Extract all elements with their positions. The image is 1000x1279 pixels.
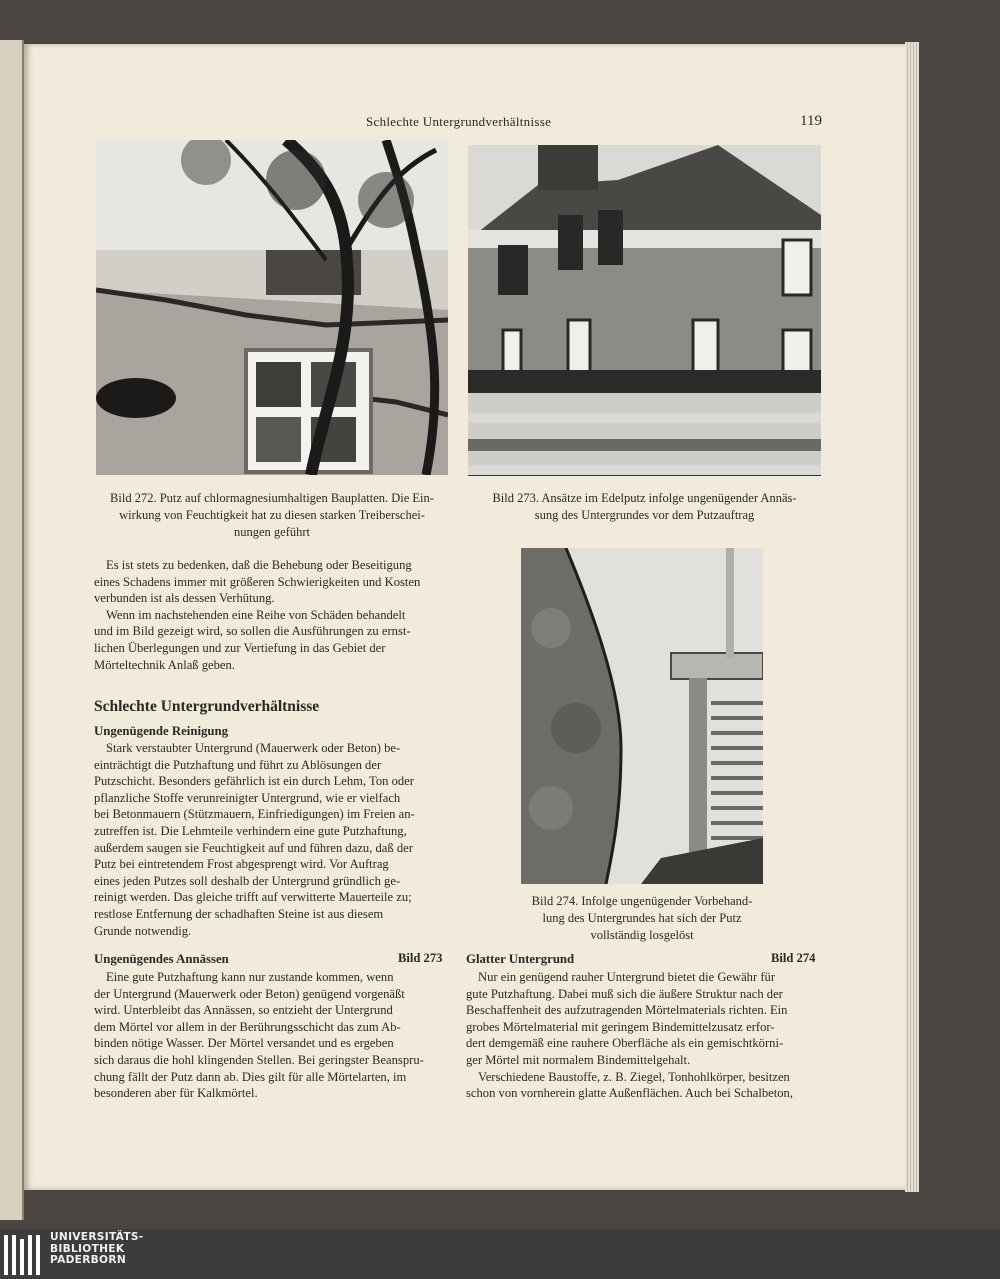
library-name: UNIVERSITÄTS- BIBLIOTHEK PADERBORN xyxy=(50,1231,144,1266)
photo-bild-274 xyxy=(521,548,763,884)
figure-ref-273: Bild 273 xyxy=(398,951,443,965)
facing-page-edge xyxy=(0,40,24,1220)
footer-bar xyxy=(0,1229,1000,1279)
photo-bild-272 xyxy=(96,140,448,475)
intro-paragraph-1: Es ist stets zu bedenken, daß die Behebung oder Beseitigung eines Schadens immer mit größeren Schwierigkeiten und Kosten verbunden ist als dessen Verhütung. xyxy=(94,558,421,606)
running-header: Schlechte Untergrundverhältnisse xyxy=(366,114,552,129)
annaessen-text: Eine gute Putzhaftung kann nur zustande kommen, wenn der Untergrund (Mauerwerk oder Beton) genügend vorgenäßt wird. Unterbleibt das Annässen, so entzieht der Untergrund dem Mörtel vor allem in der Berührungsschicht das zum Ab- binden nötige Wasser. Der Mörtel versandet und es ergeben sich daraus die hohl klingenden Stellen. Bei geringster Beanspru- chung fällt der Putz dann ab. Dies gilt für alle Mörtelarten, im besonderen aber für Kalkmörtel. xyxy=(94,970,424,1101)
figure-ref-274: Bild 274 xyxy=(771,951,816,965)
subheading-annaessen: Ungenügendes Annässen xyxy=(94,952,229,966)
photo-bild-273 xyxy=(468,145,821,476)
photo-bild-272-image xyxy=(96,140,448,475)
photo-bild-273-image xyxy=(468,145,821,476)
page-block-edge xyxy=(905,42,919,1192)
section-title: Schlechte Untergrundverhältnisse xyxy=(94,698,320,715)
subheading-reinigung: Ungenügende Reinigung xyxy=(94,724,229,738)
glatter-text: Nur ein genügend rauher Untergrund bietet die Gewähr für gute Putzhaftung. Dabei muß sich die äußere Struktur nach der Beschaffenheit des aufzutragenden Mörtelmaterials richten. Ein grobes Mörtelmaterial mit geringem Bindemittelzusatz erfor- dert demgemäß eine rauhere Oberfläche als ein gemischtkörni- ger Mörtel mit normalem Bindemittelgehalt. Verschiedene Baustoffe, z. B. Ziegel, Tonhohlkörper, besitzen schon von vornherein glatte Außenflächen. Auch bei Schalbeton, xyxy=(466,970,793,1101)
caption-bild-274: Bild 274. Infolge ungenügender Vorbehand- lung des Untergrundes hat sich der Putz vollständig losgelöst xyxy=(531,894,753,942)
caption-bild-273: Bild 273. Ansätze im Edelputz infolge ungenügender Annäs- sung des Untergrundes vor dem Putzauftrag xyxy=(492,491,797,522)
intro-text xyxy=(94,557,448,673)
photo-bild-274-image xyxy=(521,548,763,884)
intro-paragraph-2: Wenn im nachstehenden eine Reihe von Schäden behandelt und im Bild gezeigt wird, so sollen die Ausführungen zu ernst- lichen Überlegungen und zur Vertiefung in das Gebiet der Mörteltechnik Anlaß geben. xyxy=(94,607,411,672)
subheading-glatter: Glatter Untergrund xyxy=(466,952,575,966)
caption-bild-272: Bild 272. Putz auf chlormagnesiumhaltigen Bauplatten. Die Ein- wirkung von Feuchtigkeit hat zu diesen starken Treiberschei- nungen geführt xyxy=(110,491,434,539)
page-number: 119 xyxy=(800,113,822,129)
reinigung-text: Stark verstaubter Untergrund (Mauerwerk oder Beton) be- einträchtigt die Putzhaftung und führt zu Ablösungen der Putzschicht. Besonders gefährlich ist ein durch Lehm, Ton oder pflanzliche Stoffe verunreinigter Untergrund, wie er vielfach bei Betonmauern (Stützmauern, Einfriedigungen) im Freien an- zutreffen ist. Die Lehmteile verhindern eine gute Putzhaftung, außerdem saugen sie Feuchtigkeit auf und führen dazu, daß der Putz bei eintretendem Frost abgesprengt wird. Vor Auftrag eines jeden Putzes soll deshalb der Untergrund gründlich ge- reinigt werden. Das gleiche trifft auf verwitterte Mauerteile zu; restlose Entfernung der schadhaften Steine ist aus diesem Grunde notwendig. xyxy=(94,741,415,938)
library-logo-icon xyxy=(0,1233,46,1277)
